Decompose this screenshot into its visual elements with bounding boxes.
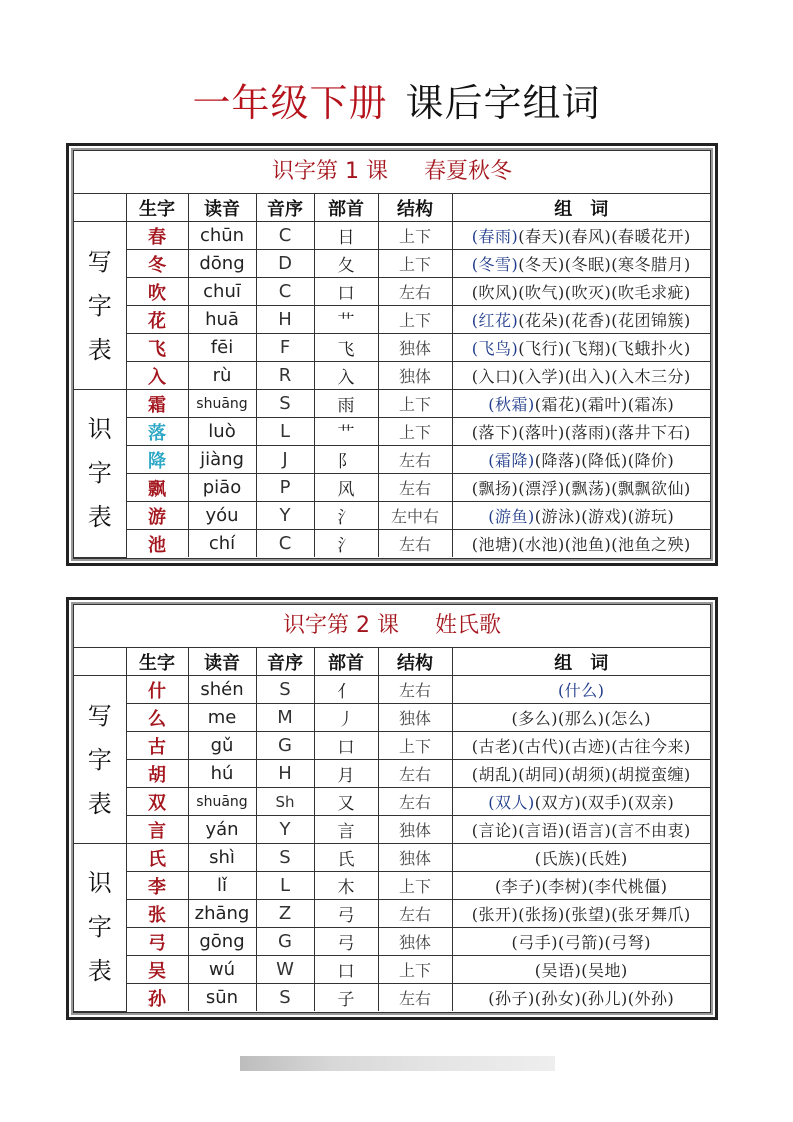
highlighted-word: (游鱼)	[488, 507, 535, 526]
word-list	[452, 900, 710, 928]
words: (游泳)(游戏)(游玩)	[534, 507, 675, 526]
table-row	[74, 222, 710, 250]
page-title-subject: 课后字组词	[405, 81, 601, 125]
word-list	[452, 844, 710, 872]
group-label	[74, 844, 126, 1012]
words: (胡乱)(胡同)(胡须)(胡搅蛮缠)	[471, 765, 691, 784]
table-row	[74, 334, 710, 362]
words: (古老)(古代)(古迹)(古往今来)	[471, 737, 691, 756]
pinyin: fēi	[188, 334, 256, 362]
lesson-title	[74, 151, 710, 194]
new-character: 双	[126, 788, 188, 816]
new-character: 春	[126, 222, 188, 250]
new-character: 氏	[126, 844, 188, 872]
initial-letter: G	[256, 928, 314, 956]
table-row	[74, 474, 710, 502]
pinyin: gǔ	[188, 732, 256, 760]
words: (冬天)(冬眠)(寒冬腊月)	[518, 255, 691, 274]
lesson-inner	[73, 604, 711, 1013]
initial-letter: S	[256, 984, 314, 1012]
initial-letter: C	[256, 530, 314, 558]
footer-watermark-bar	[240, 1056, 555, 1071]
new-character: 飞	[126, 334, 188, 362]
pinyin: chūn	[188, 222, 256, 250]
initial-letter: G	[256, 732, 314, 760]
radical: 氏	[314, 844, 378, 872]
radical: 弓	[314, 900, 378, 928]
word-list	[452, 278, 710, 306]
new-character: 花	[126, 306, 188, 334]
table-row	[74, 418, 710, 446]
lesson-number: 识字第 1 课	[272, 159, 388, 184]
pinyin: yóu	[188, 502, 256, 530]
initial-letter: M	[256, 704, 314, 732]
word-list	[452, 446, 710, 474]
words: (入口)(入学)(出入)(入木三分)	[471, 367, 691, 386]
word-list	[452, 732, 710, 760]
structure: 上下	[378, 306, 452, 334]
radical: 月	[314, 760, 378, 788]
column-header: 读音	[188, 648, 256, 676]
new-character: 落	[126, 418, 188, 446]
initial-letter: R	[256, 362, 314, 390]
initial-letter: W	[256, 956, 314, 984]
header-row	[74, 648, 710, 676]
pinyin: chuī	[188, 278, 256, 306]
radical: 弓	[314, 928, 378, 956]
words: (吹风)(吹气)(吹灭)(吹毛求疵)	[471, 283, 691, 302]
group-label-char: 识	[87, 869, 112, 898]
group-label-char: 表	[87, 789, 112, 818]
structure: 左右	[378, 900, 452, 928]
pinyin: jiàng	[188, 446, 256, 474]
initial-letter: D	[256, 250, 314, 278]
table-row	[74, 446, 710, 474]
words: (花朵)(花香)(花团锦簇)	[518, 311, 691, 330]
highlighted-word: (秋霜)	[488, 395, 535, 414]
footer-watermark-text	[350, 1094, 440, 1102]
pinyin: shuāng	[188, 390, 256, 418]
structure: 左右	[378, 788, 452, 816]
new-character: 池	[126, 530, 188, 558]
radical: 亻	[314, 676, 378, 704]
new-character: 霜	[126, 390, 188, 418]
words: (飘扬)(漂浮)(飘荡)(飘飘欲仙)	[471, 479, 691, 498]
structure: 左中右	[378, 502, 452, 530]
structure: 左右	[378, 760, 452, 788]
group-label-char: 表	[87, 503, 112, 532]
word-list	[452, 704, 710, 732]
initial-letter: S	[256, 844, 314, 872]
header-row	[74, 194, 710, 222]
structure: 上下	[378, 872, 452, 900]
radical: 木	[314, 872, 378, 900]
pinyin: zhāng	[188, 900, 256, 928]
group-label-char: 写	[87, 701, 112, 730]
table-row	[74, 704, 710, 732]
column-header: 结构	[378, 648, 452, 676]
initial-letter: Z	[256, 900, 314, 928]
words: (氏族)(氏姓)	[534, 849, 628, 868]
new-character: 么	[126, 704, 188, 732]
highlighted-word: (春雨)	[471, 227, 519, 246]
radical: 口	[314, 732, 378, 760]
group-label	[74, 222, 126, 390]
initial-letter: C	[256, 222, 314, 250]
new-character: 吴	[126, 956, 188, 984]
pinyin: sūn	[188, 984, 256, 1012]
table-row	[74, 844, 710, 872]
word-list	[452, 306, 710, 334]
group-label-char: 字	[87, 913, 112, 942]
radical: 言	[314, 816, 378, 844]
word-list	[452, 928, 710, 956]
new-character: 李	[126, 872, 188, 900]
group-label-char: 写	[87, 247, 112, 276]
table-row	[74, 928, 710, 956]
initial-letter: H	[256, 760, 314, 788]
pinyin: lǐ	[188, 872, 256, 900]
radical: 子	[314, 984, 378, 1012]
word-list	[452, 956, 710, 984]
table-row	[74, 676, 710, 704]
words: (弓手)(弓箭)(弓弩)	[511, 933, 651, 952]
highlighted-word: (冬雪)	[471, 255, 519, 274]
lesson-2-table	[66, 597, 718, 1020]
column-header: 部首	[314, 194, 378, 222]
word-list	[452, 502, 710, 530]
structure: 上下	[378, 418, 452, 446]
radical: 入	[314, 362, 378, 390]
lesson-inner	[73, 150, 711, 559]
column-header: 组 词	[452, 194, 710, 222]
highlighted-word: (双人)	[488, 793, 535, 812]
pinyin: luò	[188, 418, 256, 446]
pinyin: dōng	[188, 250, 256, 278]
pinyin: piāo	[188, 474, 256, 502]
table-row	[74, 984, 710, 1012]
table-row	[74, 900, 710, 928]
header-blank	[74, 648, 126, 676]
pinyin: rù	[188, 362, 256, 390]
initial-letter: F	[256, 334, 314, 362]
column-header: 部首	[314, 648, 378, 676]
pinyin: wú	[188, 956, 256, 984]
lesson-name: 春夏秋冬	[423, 159, 512, 184]
pinyin: shì	[188, 844, 256, 872]
new-character: 古	[126, 732, 188, 760]
table-row	[74, 306, 710, 334]
new-character: 弓	[126, 928, 188, 956]
word-list	[452, 760, 710, 788]
word-list	[452, 984, 710, 1012]
words: (双方)(双手)(双亲)	[534, 793, 675, 812]
radical: 口	[314, 278, 378, 306]
words: (飞行)(飞翔)(飞蛾扑火)	[518, 339, 691, 358]
word-list	[452, 334, 710, 362]
highlighted-word: (红花)	[471, 311, 519, 330]
lesson-name: 姓氏歌	[434, 613, 501, 638]
highlighted-word: (霜降)	[488, 451, 535, 470]
pinyin: chí	[188, 530, 256, 558]
highlighted-word: (什么)	[558, 681, 605, 700]
structure: 上下	[378, 956, 452, 984]
structure: 左右	[378, 446, 452, 474]
table-row	[74, 788, 710, 816]
new-character: 张	[126, 900, 188, 928]
radical: 丿	[314, 704, 378, 732]
table-row	[74, 816, 710, 844]
column-header: 读音	[188, 194, 256, 222]
words: (多么)(那么)(怎么)	[511, 709, 651, 728]
table-row	[74, 250, 710, 278]
words: (李子)(李树)(李代桃僵)	[495, 877, 668, 896]
radical: 艹	[314, 306, 378, 334]
table-row	[74, 530, 710, 558]
pinyin: shén	[188, 676, 256, 704]
new-character: 吹	[126, 278, 188, 306]
column-header: 生字	[126, 648, 188, 676]
pinyin: shuāng	[188, 788, 256, 816]
vocab-table	[74, 194, 710, 558]
radical: 日	[314, 222, 378, 250]
initial-letter: L	[256, 418, 314, 446]
words: (言论)(言语)(语言)(言不由衷)	[471, 821, 691, 840]
pinyin: me	[188, 704, 256, 732]
word-list	[452, 222, 710, 250]
structure: 独体	[378, 362, 452, 390]
column-header: 音序	[256, 648, 314, 676]
new-character: 降	[126, 446, 188, 474]
initial-letter: J	[256, 446, 314, 474]
table-row	[74, 502, 710, 530]
pinyin: huā	[188, 306, 256, 334]
word-list	[452, 362, 710, 390]
initial-letter: C	[256, 278, 314, 306]
initial-letter: Y	[256, 816, 314, 844]
column-header: 生字	[126, 194, 188, 222]
group-label-char: 字	[87, 745, 112, 774]
new-character: 入	[126, 362, 188, 390]
words: (张开)(张扬)(张望)(张牙舞爪)	[471, 905, 691, 924]
word-list	[452, 250, 710, 278]
word-list	[452, 816, 710, 844]
initial-letter: Y	[256, 502, 314, 530]
page-title	[0, 78, 793, 128]
column-header: 组 词	[452, 648, 710, 676]
initial-letter: Sh	[256, 788, 314, 816]
structure: 左右	[378, 984, 452, 1012]
vocab-table	[74, 648, 710, 1012]
initial-letter: H	[256, 306, 314, 334]
words: (霜花)(霜叶)(霜冻)	[534, 395, 675, 414]
page-title-grade: 一年级下册	[192, 81, 388, 125]
structure: 独体	[378, 844, 452, 872]
structure: 上下	[378, 390, 452, 418]
lesson-number: 识字第 2 课	[283, 613, 399, 638]
new-character: 孙	[126, 984, 188, 1012]
word-list	[452, 676, 710, 704]
group-label-char: 表	[87, 335, 112, 364]
radical: 阝	[314, 446, 378, 474]
lesson-1-table	[66, 143, 718, 566]
table-row	[74, 956, 710, 984]
structure: 独体	[378, 928, 452, 956]
table-row	[74, 390, 710, 418]
group-label-char: 字	[87, 291, 112, 320]
structure: 左右	[378, 676, 452, 704]
radical: 又	[314, 788, 378, 816]
structure: 独体	[378, 334, 452, 362]
header-blank	[74, 194, 126, 222]
radical: 飞	[314, 334, 378, 362]
words: (孙子)(孙女)(孙儿)(外孙)	[488, 989, 675, 1008]
lesson-title	[74, 605, 710, 648]
table-row	[74, 278, 710, 306]
words: (池塘)(水池)(池鱼)(池鱼之殃)	[471, 535, 691, 554]
table-row	[74, 732, 710, 760]
new-character: 言	[126, 816, 188, 844]
new-character: 胡	[126, 760, 188, 788]
table-row	[74, 872, 710, 900]
radical: 氵	[314, 530, 378, 558]
structure: 上下	[378, 222, 452, 250]
radical: 口	[314, 956, 378, 984]
radical: 艹	[314, 418, 378, 446]
word-list	[452, 530, 710, 558]
structure: 左右	[378, 278, 452, 306]
new-character: 飘	[126, 474, 188, 502]
word-list	[452, 390, 710, 418]
highlighted-word: (飞鸟)	[471, 339, 519, 358]
radical: 雨	[314, 390, 378, 418]
column-header: 结构	[378, 194, 452, 222]
column-header: 音序	[256, 194, 314, 222]
radical: 风	[314, 474, 378, 502]
word-list	[452, 474, 710, 502]
word-list	[452, 872, 710, 900]
initial-letter: S	[256, 390, 314, 418]
word-list	[452, 788, 710, 816]
words: (落下)(落叶)(落雨)(落井下石)	[471, 423, 691, 442]
initial-letter: L	[256, 872, 314, 900]
new-character: 冬	[126, 250, 188, 278]
structure: 左右	[378, 530, 452, 558]
words: (吴语)(吴地)	[534, 961, 628, 980]
group-label-char: 表	[87, 957, 112, 986]
structure: 左右	[378, 474, 452, 502]
table-row	[74, 760, 710, 788]
pinyin: yán	[188, 816, 256, 844]
initial-letter: P	[256, 474, 314, 502]
group-label	[74, 676, 126, 844]
table-row	[74, 362, 710, 390]
group-label-char: 字	[87, 459, 112, 488]
structure: 上下	[378, 732, 452, 760]
structure: 独体	[378, 816, 452, 844]
pinyin: gōng	[188, 928, 256, 956]
initial-letter: S	[256, 676, 314, 704]
words: (春天)(春风)(春暖花开)	[518, 227, 691, 246]
radical: 氵	[314, 502, 378, 530]
group-label	[74, 390, 126, 558]
new-character: 什	[126, 676, 188, 704]
radical: 夂	[314, 250, 378, 278]
words: (降落)(降低)(降价)	[534, 451, 675, 470]
word-list	[452, 418, 710, 446]
group-label-char: 识	[87, 415, 112, 444]
structure: 独体	[378, 704, 452, 732]
new-character: 游	[126, 502, 188, 530]
pinyin: hú	[188, 760, 256, 788]
structure: 上下	[378, 250, 452, 278]
